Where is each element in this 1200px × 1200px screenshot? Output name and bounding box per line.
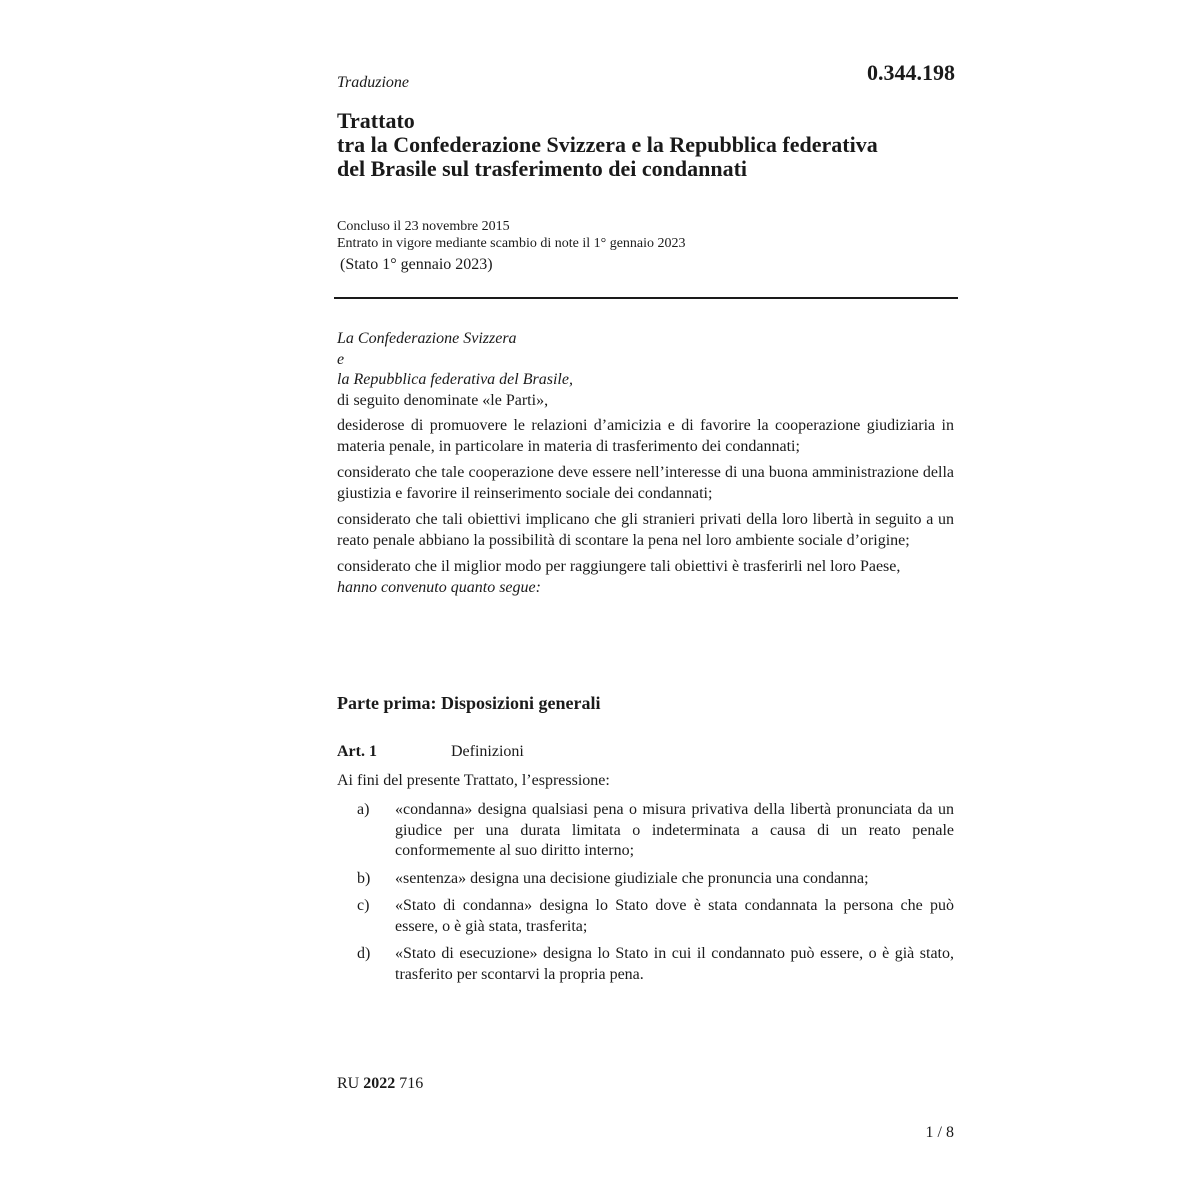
translation-label: Traduzione <box>337 74 410 91</box>
title-line-3: del Brasile sul trasferimento dei condannati <box>337 156 748 181</box>
status-date: (Stato 1° gennaio 2023) <box>340 256 493 273</box>
recital-4: considerato che il miglior modo per raggiungere tali obiettivi è trasferirli nel loro Paese, <box>337 558 901 575</box>
entry-into-force: Entrato in vigore mediante scambio di note il 1° gennaio 2023 <box>337 236 686 251</box>
definition-text: «Stato di esecuzione» designa lo Stato in cui il condannato può essere, o è già stato, trasferito per scontarvi la propria pena. <box>395 945 954 983</box>
definition-letter: a) <box>357 801 370 818</box>
conjunction: e <box>337 350 345 368</box>
definition-text: «condanna» designa qualsiasi pena o misura privativa della libertà pronunciata da un giudice per una durata limitata o indeterminata a causa di un reato penale conformemente al suo diritto interno; <box>395 801 954 859</box>
definition-letter: b) <box>357 869 371 887</box>
document-meta <box>337 218 957 273</box>
page-number: 1 / 8 <box>925 1124 954 1141</box>
sr-number: 0.344.198 <box>867 60 955 85</box>
document-title <box>337 109 977 181</box>
ru-number: 716 <box>399 1075 424 1092</box>
list-item <box>337 869 954 890</box>
definitions-list <box>337 800 954 992</box>
definition-text: «sentenza» designa una decisione giudiziale che pronuncia una condanna; <box>395 869 869 887</box>
recital-1: desiderose di promuovere le relazioni d’amicizia e di favorire la cooperazione giudiziaria in materia penale, in particolare in materia di trasferimento dei condannati; <box>337 417 954 455</box>
definition-text: «Stato di condanna» designa lo Stato dove è stata condannata la persona che può essere, o è già stata, trasferita; <box>395 897 954 935</box>
preamble-closing: hanno convenuto quanto segue: <box>337 578 541 596</box>
ru-prefix: RU <box>337 1075 360 1092</box>
recital-3: considerato che tali obiettivi implicano che gli stranieri privati della loro libertà in seguito a un reato penale abbiano la possibilità di scontare la pena nel loro ambiente sociale d’origine; <box>337 511 954 549</box>
ru-year: 2022 <box>363 1075 396 1092</box>
recital-2: considerato che tale cooperazione deve essere nell’interesse di una buona amministrazione della giustizia e favorire il reinserimento sociale dei condannati; <box>337 464 954 502</box>
title-line-1: Trattato <box>337 108 415 133</box>
article-intro: Ai fini del presente Trattato, l’espressione: <box>337 772 610 789</box>
ru-reference <box>337 1075 423 1093</box>
party-2: la Repubblica federativa del Brasile, <box>337 371 573 388</box>
definition-letter: d) <box>357 945 371 962</box>
header-divider <box>334 297 958 299</box>
preamble <box>337 329 954 598</box>
title-line-2: tra la Confederazione Svizzera e la Repubblica federativa <box>337 132 878 157</box>
concluded-date: Concluso il 23 novembre 2015 <box>337 219 510 234</box>
party-1: La Confederazione Svizzera <box>337 330 517 347</box>
list-item <box>337 800 954 862</box>
article-title: Definizioni <box>451 743 524 760</box>
parties-designation: di seguito denominate «le Parti», <box>337 391 549 409</box>
article-heading <box>337 743 524 761</box>
list-item <box>337 896 954 937</box>
part-heading: Parte prima: Disposizioni generali <box>337 693 601 713</box>
list-item <box>337 944 954 985</box>
article-number: Art. 1 <box>337 743 377 760</box>
definition-letter: c) <box>357 897 370 914</box>
